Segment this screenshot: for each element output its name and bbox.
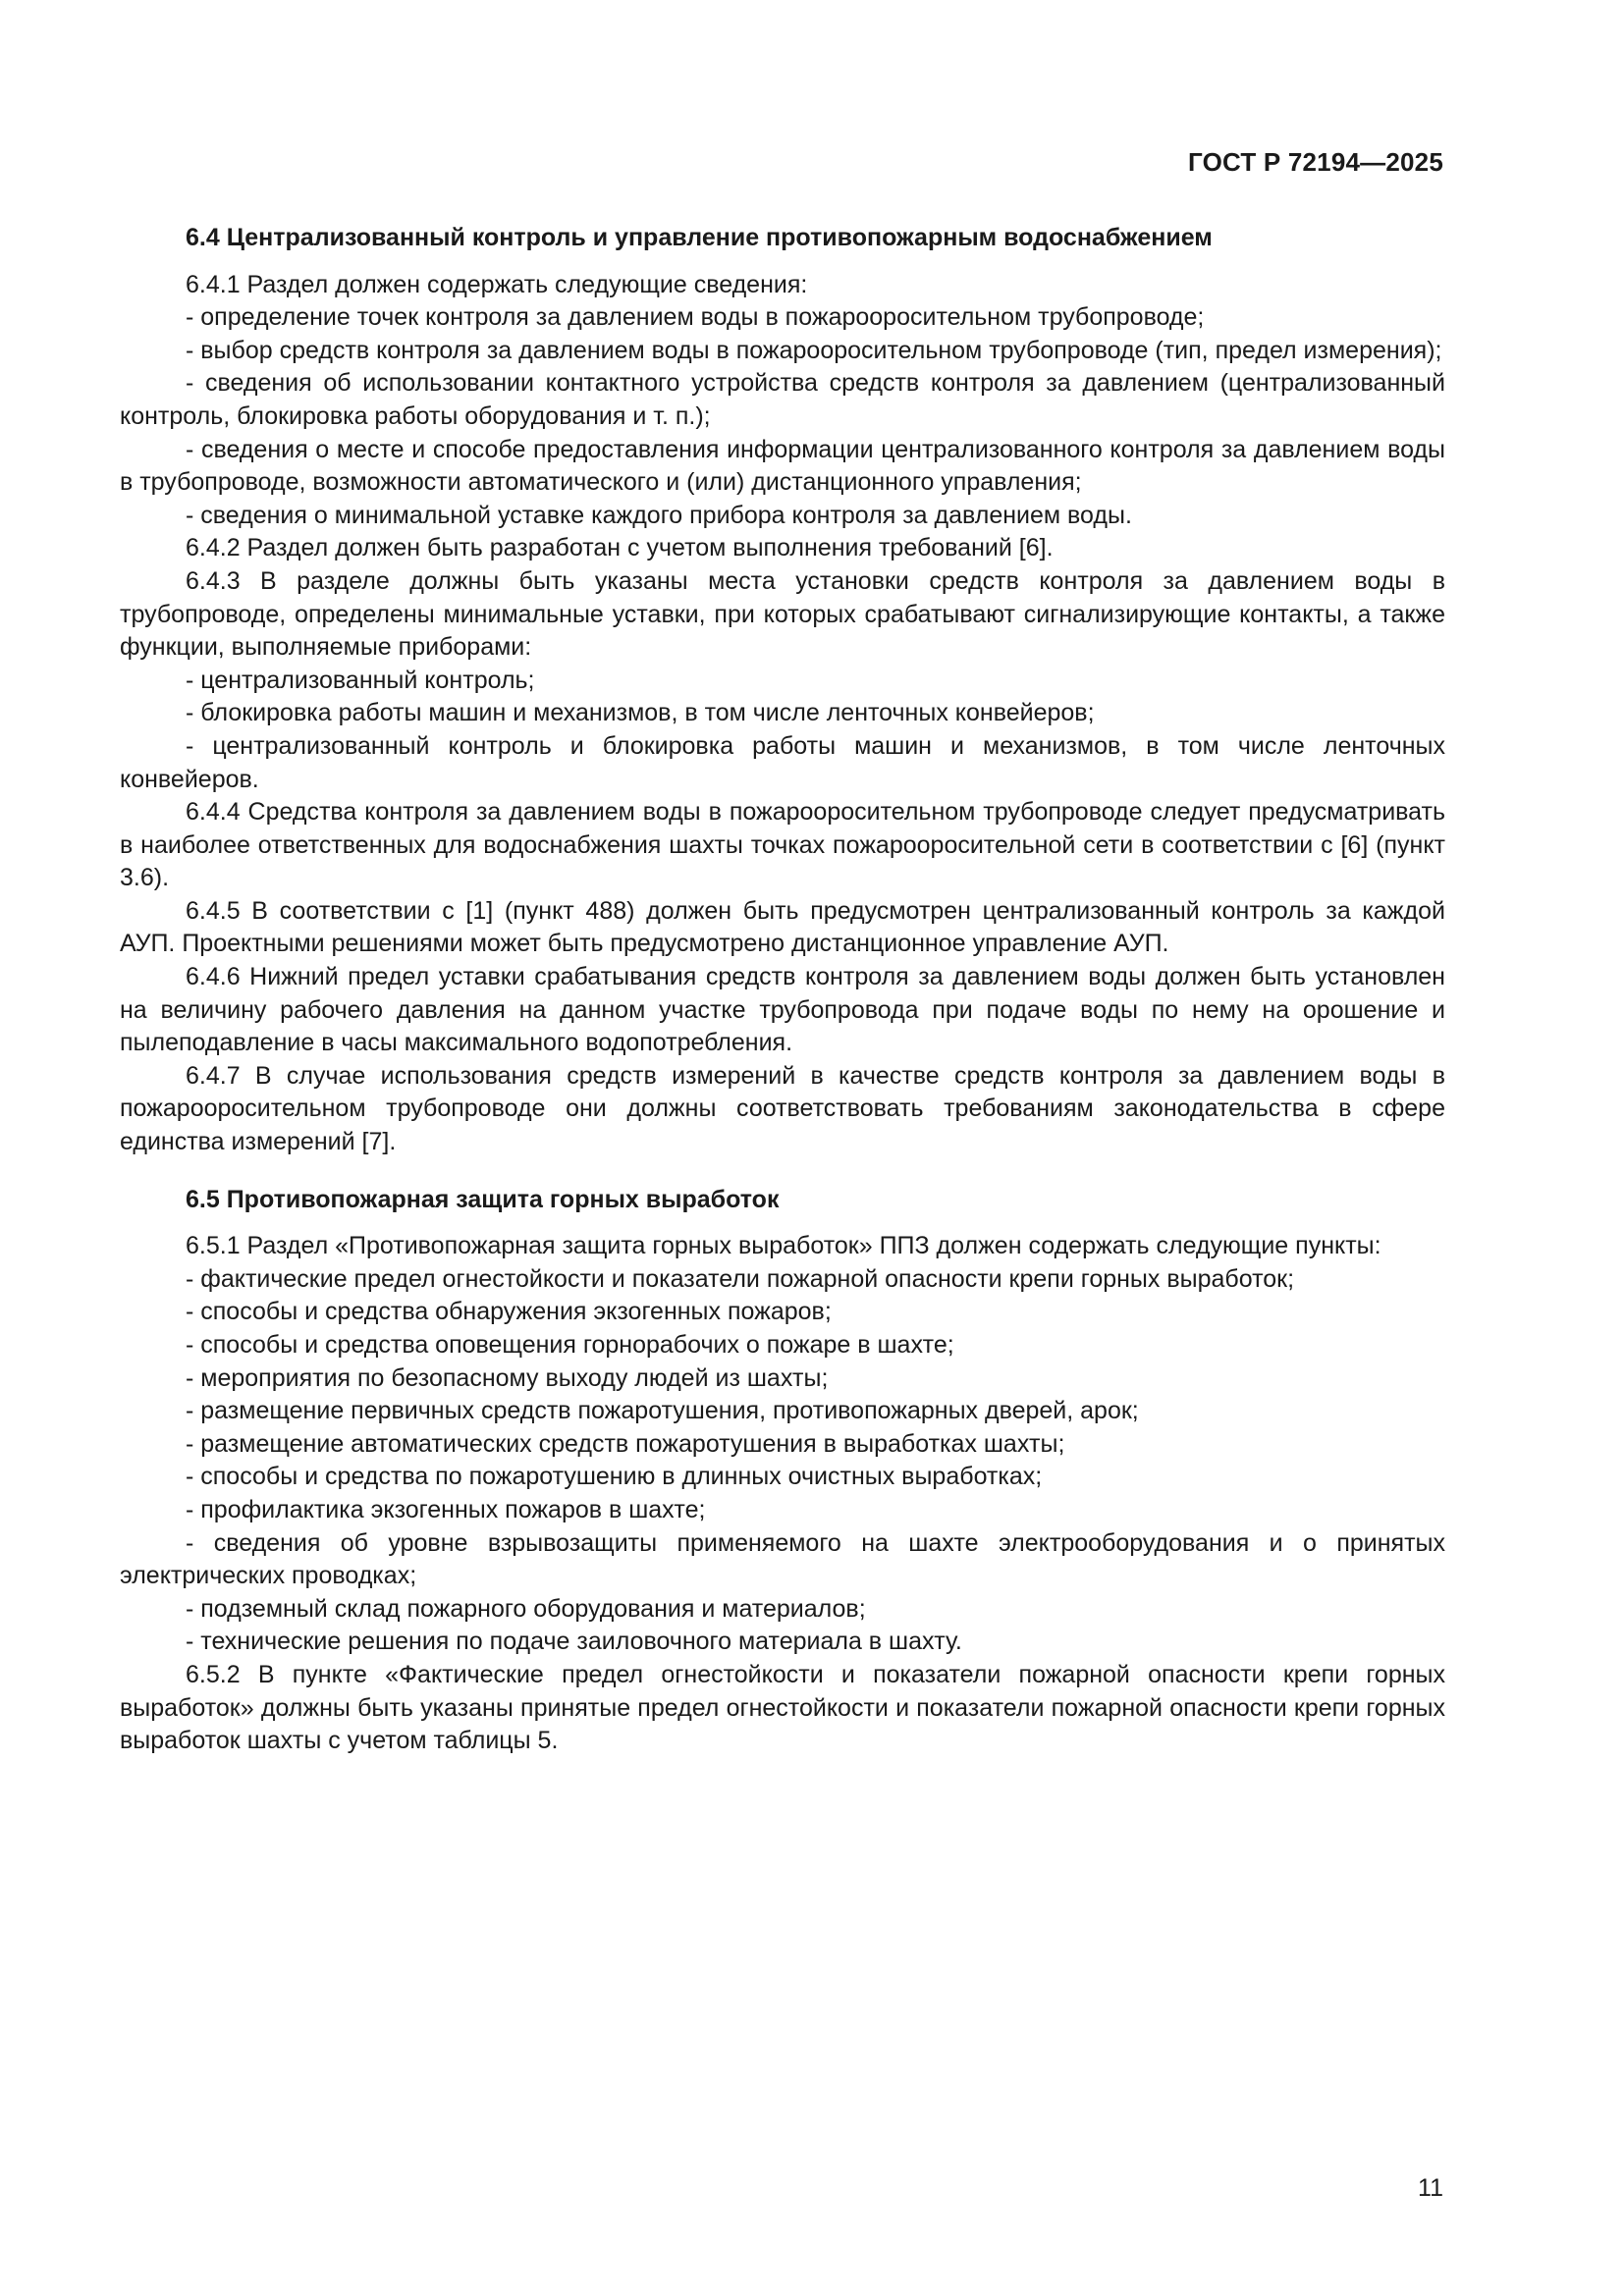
paragraph: 6.4.7 В случае использования средств измерений в качестве средств контроля за давлением воды в пожарооросительном трубопроводе они должны соответствовать требованиям законодательства в сфере единства измерений [7]. bbox=[120, 1061, 1445, 1156]
list-item: - централизованный контроль; bbox=[186, 666, 535, 694]
list-item: - выбор средств контроля за давлением воды в пожарооросительном трубопроводе (тип, предел измерения); bbox=[186, 336, 1442, 364]
page-number: 11 bbox=[1418, 2174, 1443, 2202]
section-6-4-body bbox=[120, 269, 1445, 1159]
paragraph: 6.4.5 В соответствии с [1] (пункт 488) должен быть предусмотрен централизованный контроль за каждой АУП. Проектными решениями может быть предусмотрено дистанционное управление АУП. bbox=[120, 896, 1445, 958]
section-6-4-title: 6.4 Централизованный контроль и управление противопожарным водоснабжением bbox=[186, 224, 1213, 251]
document-body bbox=[120, 222, 1445, 1758]
list-item: - технические решения по подаче заиловочного материала в шахту. bbox=[186, 1628, 962, 1656]
list-item: - способы и средства оповещения горнорабочих о пожаре в шахте; bbox=[186, 1331, 954, 1359]
list-item: - фактические предел огнестойкости и показатели пожарной опасности крепи горных выработок; bbox=[186, 1264, 1295, 1293]
list-item: - централизованный контроль и блокировка работы машин и механизмов, в том числе ленточных конвейеров. bbox=[120, 731, 1445, 793]
list-item: - размещение автоматических средств пожаротушения в выработках шахты; bbox=[186, 1429, 1065, 1458]
list-item: - подземный склад пожарного оборудования и материалов; bbox=[186, 1594, 866, 1623]
document-code-header: ГОСТ Р 72194—2025 bbox=[1188, 147, 1443, 177]
paragraph: 6.4.1 Раздел должен содержать следующие сведения: bbox=[186, 270, 808, 298]
paragraph: 6.4.2 Раздел должен быть разработан с учетом выполнения требований [6]. bbox=[186, 534, 1054, 562]
list-item: - профилактика экзогенных пожаров в шахте; bbox=[186, 1495, 706, 1523]
paragraph: 6.5.2 В пункте «Фактические предел огнестойкости и показатели пожарной опасности крепи горных выработок» должны быть указаны принятые предел огнестойкости и показатели пожарной опасности крепи горных выработок шахты с учетом таблицы 5. bbox=[120, 1660, 1445, 1755]
list-item: - размещение первичных средств пожаротушения, противопожарных дверей, арок; bbox=[186, 1397, 1139, 1425]
paragraph: 6.4.3 В разделе должны быть указаны места установки средств контроля за давлением воды в трубопроводе, определены минимальные уставки, при которых срабатывают сигнализирующие контакты, а также функции, выполняемые приборами: bbox=[120, 566, 1445, 662]
list-item: - сведения об использовании контактного устройства средств контроля за давлением (централизованный контроль, блокировка работы оборудования и т. п.); bbox=[120, 369, 1445, 430]
paragraph: 6.4.4 Средства контроля за давлением воды в пожарооросительном трубопроводе следует предусматривать в наиболее ответственных для водоснабжения шахты точках пожарооросительной сети в соответствии с [6] (пункт 3.6). bbox=[120, 798, 1445, 892]
list-item: - сведения о минимальной уставке каждого прибора контроля за давлением воды. bbox=[186, 501, 1132, 529]
section-6-5-body bbox=[120, 1230, 1445, 1758]
paragraph: 6.5.1 Раздел «Противопожарная защита горных выработок» ППЗ должен содержать следующие пункты: bbox=[186, 1232, 1381, 1260]
section-6-5-title: 6.5 Противопожарная защита горных выработок bbox=[186, 1185, 780, 1213]
list-item: - сведения о месте и способе предоставления информации централизованного контроля за давлением воды в трубопроводе, возможности автоматического и (или) дистанционного управления; bbox=[120, 435, 1445, 497]
list-item: - способы и средства по пожаротушению в длинных очистных выработках; bbox=[186, 1463, 1043, 1491]
list-item: - определение точек контроля за давлением воды в пожарооросительном трубопроводе; bbox=[186, 303, 1205, 332]
paragraph: 6.4.6 Нижний предел уставки срабатывания средств контроля за давлением воды должен быть установлен на величину рабочего давления на данном участке трубопровода при подаче воды по нему на орошение и пылеподавление в часы максимального водопотребления. bbox=[120, 963, 1445, 1057]
list-item: - сведения об уровне взрывозащиты применяемого на шахте электрооборудования и о принятых электрических проводках; bbox=[120, 1528, 1445, 1590]
list-item: - блокировка работы машин и механизмов, в том числе ленточных конвейеров; bbox=[186, 699, 1095, 727]
list-item: - мероприятия по безопасному выходу людей из шахты; bbox=[186, 1363, 829, 1392]
list-item: - способы и средства обнаружения экзогенных пожаров; bbox=[186, 1298, 832, 1326]
